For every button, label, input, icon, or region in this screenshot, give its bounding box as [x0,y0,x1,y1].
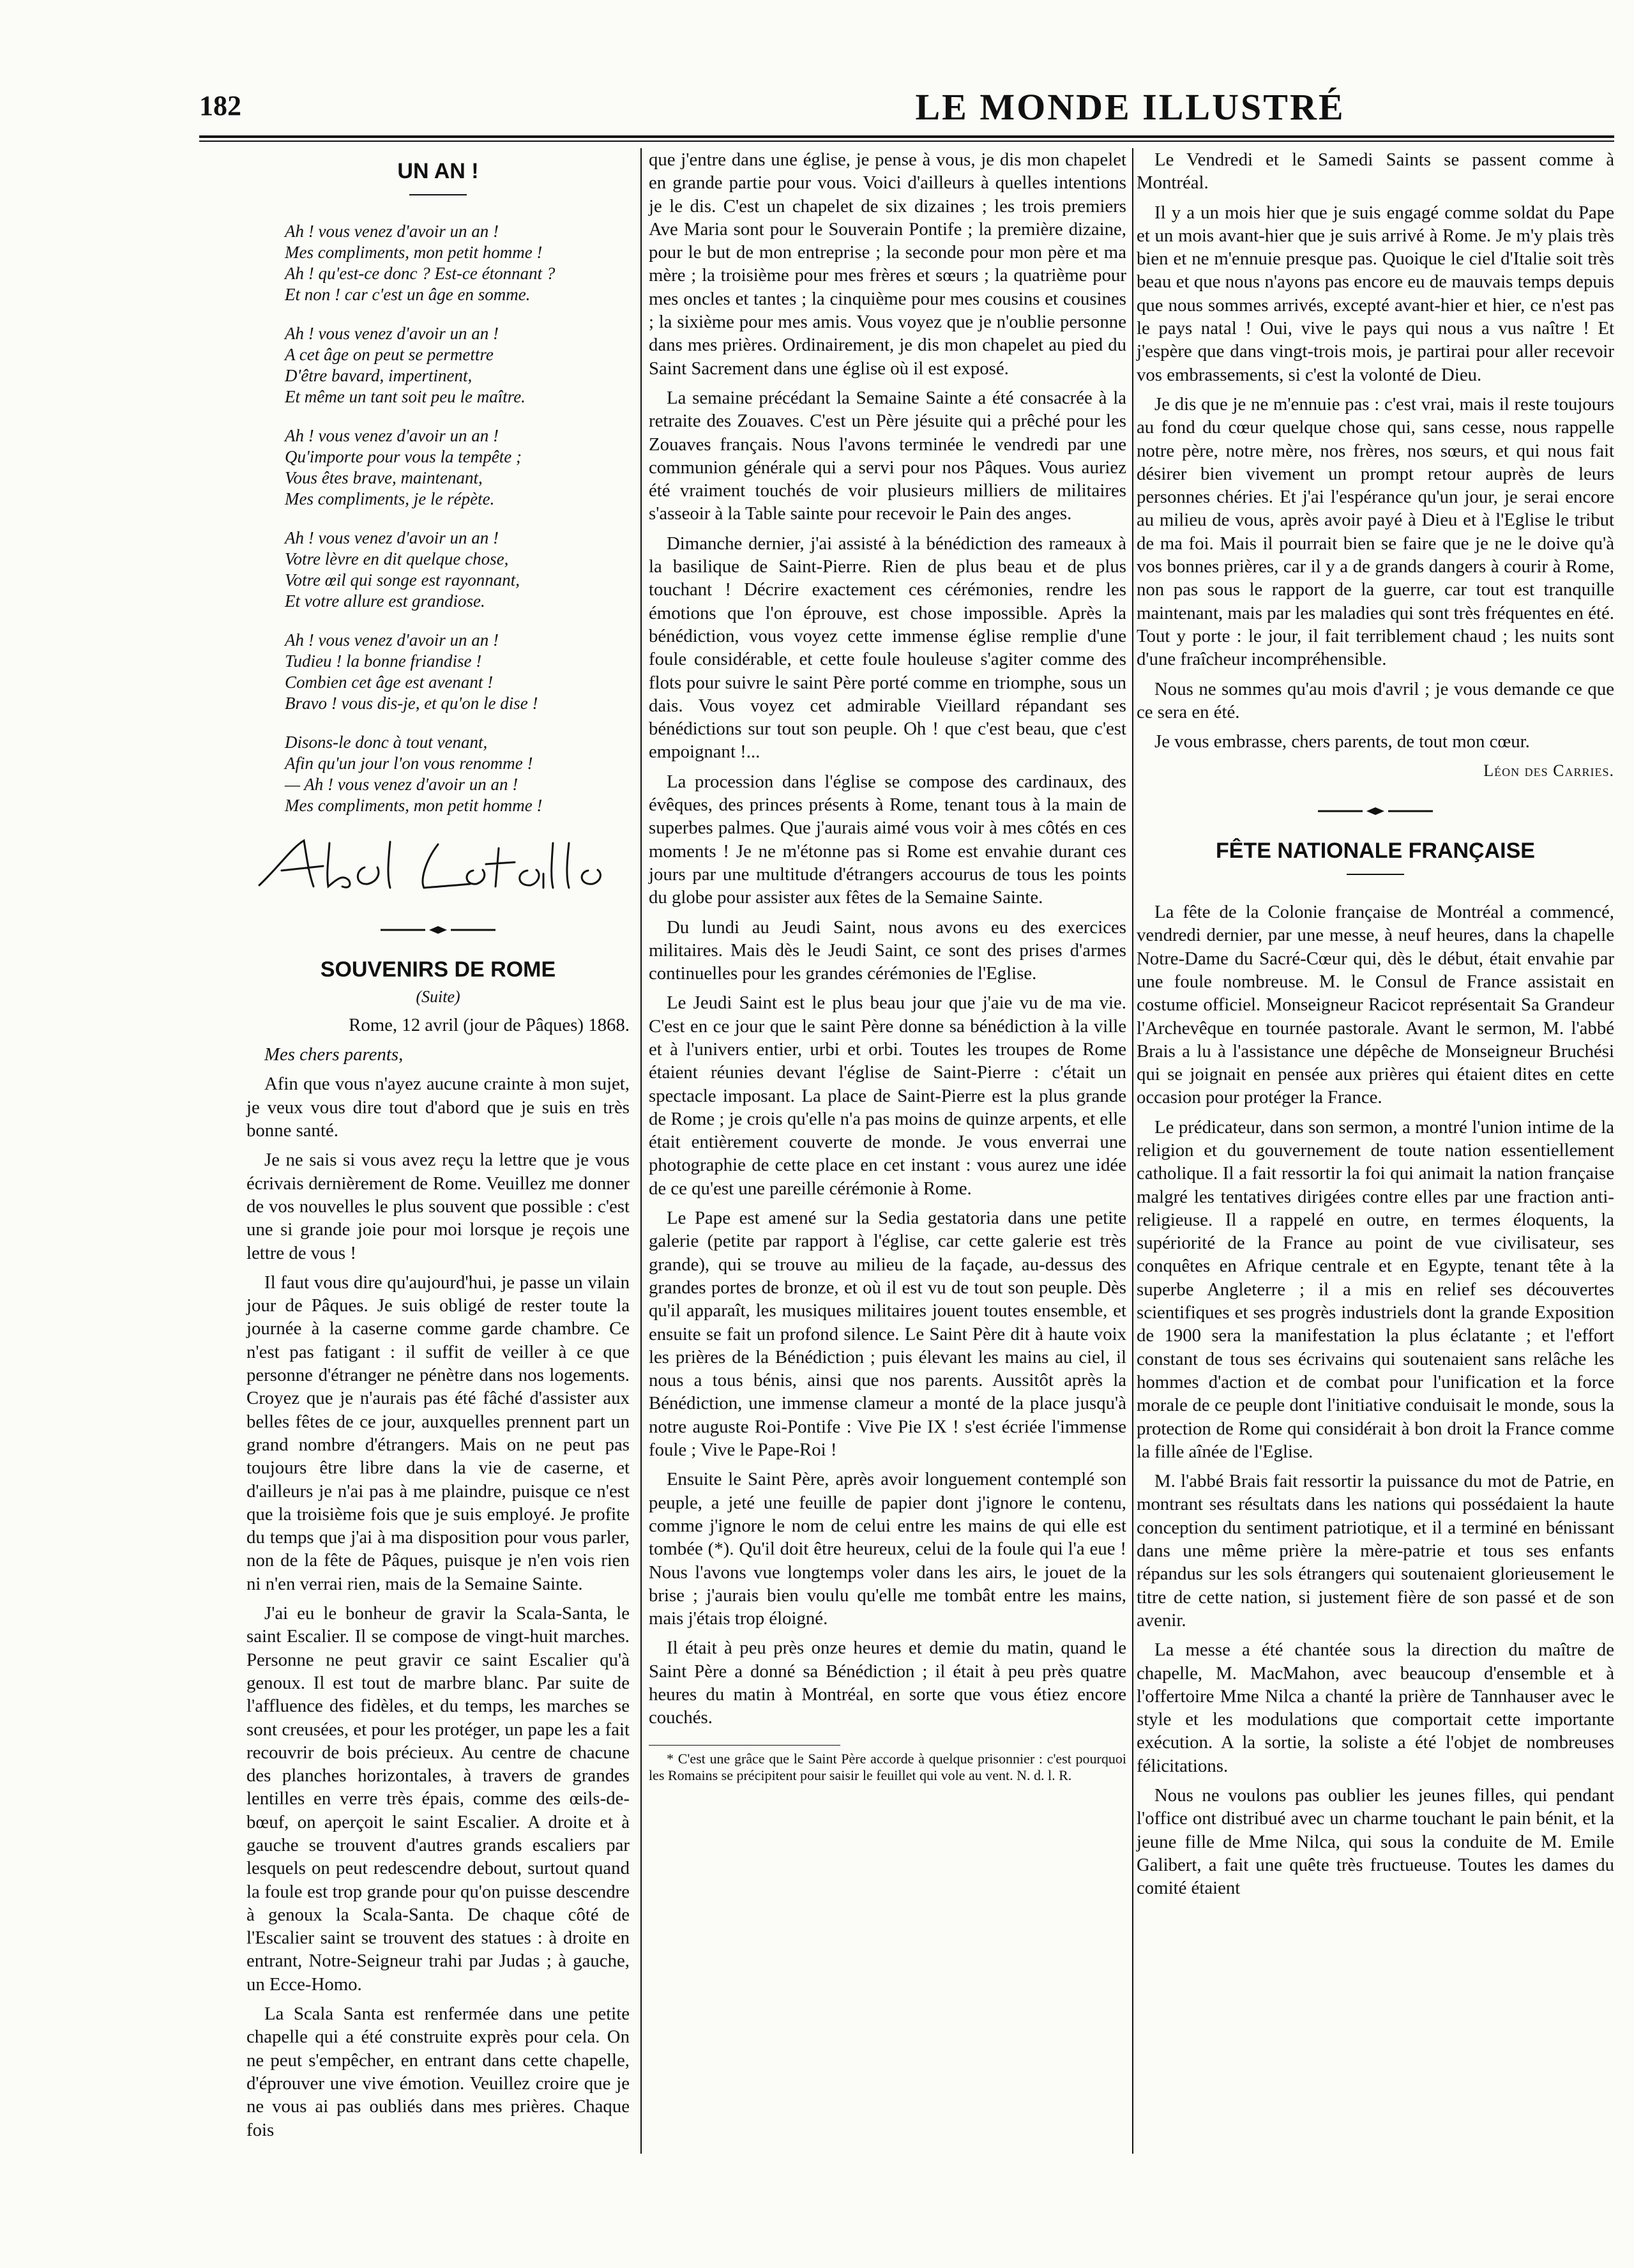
poem-line: Qu'importe pour vous la tempête ; [285,447,522,467]
poem-line: Ah ! qu'est-ce donc ? Est-ce étonnant ? [285,264,556,284]
header-rule-thick [199,135,1614,138]
paragraph: M. l'abbé Brais fait ressortir la puissance du mot de Patrie, en montrant ses résultats dans les nations qui possédaient la haute conception du sentiment patriotique, et il a terminé en bénissant dans une même prière la mère-patrie et tous ses enfants répandus sur les sols étrangers qui soutenaient glorieusement le titre de cette nation, si justement fière de son passé et de son avenir. [1137,1471,1614,1631]
poem-line: Et votre allure est grandiose. [285,591,485,611]
poem-stanza [285,630,630,714]
poem-title: UN AN ! [397,159,479,183]
dateline: Rome, 12 avril (jour de Pâques) 1868. [349,1014,630,1035]
article-body-1 [246,1072,630,2141]
paragraph: Dimanche dernier, j'ai assisté à la bénédiction des rameaux à la basilique de Saint-Pierre. Rien de plus beau et de plus touchant ! Décrire exactement ces cérémonies, rendre les émotions que l'on éprouve, est chose impossible. Après la bénédiction, vous voyez cette immense église remplie d'une foule considérable, et cette foule houleuse s'agiter comme des flots pour suivre le saint Père porté comme en triomphe, sous un dais. Vous voyez cet admirable Vieillard répandant ses bénédictions sur tout son peuple. Oh ! que c'est beau, que c'est empoignant !... [649,533,1126,763]
paragraph: Je vous embrasse, chers parents, de tout mon cœur. [1154,731,1530,752]
paragraph: Le Jeudi Saint est le plus beau jour que j'aie vu de ma vie. C'est en ce jour que le saint Père donne sa bénédiction à la ville et à l'univers entier, urbi et orbi. Toutes les troupes de Rome étaient réunies devant l'église de Saint-Pierre : c'était un spectacle imposant. La place de Saint-Pierre est la plus grande de Rome ; je crois qu'elle n'a pas moins de quinze arpents, et elle était entièrement couverte de monde. Je vous enverrai une photographie de cette place en cet instant : vous aurez une idée de ce qu'est une pareille cérémonie à Rome. [649,993,1126,1199]
article-body-fete [1137,901,1614,1899]
paragraph: Je ne sais si vous avez reçu la lettre que je vous écrivais dernièrement de Rome. Veuillez me donner de vos nouvelles le plus souvent que possible : c'est une si grande joie pour moi lorsque je reçois une lettre de vous ! [246,1150,630,1263]
title-rule [1347,874,1404,875]
poem-line: Ah ! vous venez d'avoir un an ! [285,630,499,650]
paragraph: Le Vendredi et le Samedi Saints se passent comme à Montréal. [1137,149,1614,194]
poem-line: Ah ! vous venez d'avoir un an ! [285,222,499,241]
paragraph: Le Pape est amené sur la Sedia gestatoria dans une petite galerie (petite par rapport à l'église, car cette galerie est très grande), qui se trouve au milieu de la façade, au-dessus des grandes portes de bronze, et où il est vu de tout son peuple. Dès qu'il apparaît, les musiques militaires jouent toutes ensemble, et ensuite se fait un profond silence. Le Saint Père dit à haute voix les prières de la Bénédiction ; puis élevant les mains au ciel, il nous a tous bénis, ainsi que nos parents. Aussitôt après la Bénédiction, une immense clameur a monté de la place jusqu'à notre auguste Roi-Pontife : Vive Pie IX ! s'est écriée l'immense foule ; Vive le Pape-Roi ! [649,1208,1126,1461]
paragraph: que j'entre dans une église, je pense à vous, je dis mon chapelet en grande partie pour vous. Voici d'ailleurs à quelles intentions je le dis. C'est un chapelet de six dizaines ; les trois premiers Ave Maria sont pour le Souverain Pontife ; la première dizaine, pour le but de mon entreprise ; la seconde pour mon père et ma mère ; la troisième pour mes frères et sœurs ; la quatrième pour mes oncles et tantes ; la cinquième pour mes cousins et cousines ; la sixième pour mes amis. Vous voyez que je n'oublie personne dans mes prières. Ordinairement, je dis mon chapelet au pied du Saint Sacrement dans une église où il est exposé. [649,149,1126,379]
poem-line: Ah ! vous venez d'avoir un an ! [285,426,499,446]
poem-line: A cet âge on peut se permettre [285,345,494,365]
column-divider-1 [640,148,642,2154]
article-subtitle: (Suite) [416,987,460,1006]
poem-line: Votre œil qui songe est rayonnant, [285,570,520,590]
letter-signature: Léon des Carries. [1483,761,1614,780]
page-number: 182 [199,90,241,121]
paragraph: J'ai eu le bonheur de gravir la Scala-Santa, le saint Escalier. Il se compose de vingt-huit marches. Personne ne peut gravir ce saint Escalier qu'à genoux. Il est tout de marbre blanc. Par suite de l'affluence des fidèles, et du temps, les marches se sont creusées, et pour les protéger, un pape les a fait recouvrir de bois précieux. Au centre de chacune des planches horizontales, à travers de grandes lentilles en verre très épais, comme des œils-de-bœuf, on aperçoit le saint Escalier. A droite et à gauche se trouvent d'autres grands escaliers par lesquels on peut redescendre debout, surtout quand la foule est trop grande pour qu'on puisse descendre à genoux la Scala-Santa. De chaque côté de l'Escalier saint se trouvent des statues : à droite en entrant, Notre-Seigneur trahi par Judas ; à gauche, un Ecce-Homo. [246,1603,630,1995]
poem-stanza [285,425,630,510]
column-1 [246,148,630,2148]
header-rule-thin [199,141,1614,142]
paragraph: La messe a été chantée sous la direction du maître de chapelle, M. MacMahon, avec beaucoup d'ensemble et à l'offertoire Mme Nilca a chanté la prière de Tannhauser avec le style et les modulations que comportait cette importante exécution. A la sortie, la soliste a été l'objet de nombreuses félicitations. [1137,1640,1614,1776]
poem-line: Ah ! vous venez d'avoir un an ! [285,528,499,548]
poem-stanza [285,221,630,305]
poem-line: Tudieu ! la bonne friandise ! [285,651,482,671]
poem-line: — Ah ! vous venez d'avoir un an ! [285,775,518,795]
poem-line: Afin qu'un jour l'on vous renomme ! [285,754,533,773]
paragraph: Du lundi au Jeudi Saint, nous avons eu des exercices militaires. Mais dès le Jeudi Saint, ce sont des prises d'armes continuelles pour les grandes cérémonies de l'Eglise. [649,917,1126,984]
column-2 [649,148,1126,1790]
poem-line: D'être bavard, impertinent, [285,366,473,386]
column-divider-2 [1132,148,1133,2154]
poem [246,221,630,816]
poem-line: Et non ! car c'est un âge en somme. [285,285,531,305]
poem-line: Ah ! vous venez d'avoir un an ! [285,324,499,344]
paragraph: Il était à peu près onze heures et demie du matin, quand le Saint Père a donné sa Bénédiction ; il était à peu près quatre heures du matin à Montréal, en sorte que vous étiez encore couchés. [649,1638,1126,1728]
paragraph: Le prédicateur, dans son sermon, a montré l'union intime de la religion et du gouvernement de toute nation essentiellement catholique. Il a fait ressortir la foi qui animait la nation française malgré les tentatives dirigées contre elles par une fraction anti-religieuse. Il a rappelé en outre, en termes éloquents, la supériorité de la France au point de vue civilisateur, ses conquêtes en Afrique centrale et en Egypte, tenant tête à la superbe Angleterre ; il a mis en relief ses découvertes scientifiques et ses progrès industriels dont la grande Exposition de 1900 sera la manifestation la plus éclatante ; et l'effort constant de tous ses écrivains qui soutenaient sans relâche les hommes d'action et de combat pour l'unification et la force morale de ce peuple dont l'initiative conduisait le monde, sous la protection de Rome qui considérait à bon droit la France comme la fille aînée de l'Eglise. [1137,1116,1614,1462]
poem-stanza [285,528,630,612]
article-title-fete: FÊTE NATIONALE FRANÇAISE [1216,838,1535,863]
poem-line: Bravo ! vous dis-je, et qu'on le dise ! [285,694,538,713]
poem-stanza [285,323,630,407]
signature-image [253,835,610,899]
poem-line: Vous êtes brave, maintenant, [285,468,483,488]
paragraph: Ensuite le Saint Père, après avoir longuement contemplé son peuple, a jeté une feuille de papier dont j'ignore le contenu, comme j'ignore le nom de celui entre les mains de qui elle est tombée (*). Qu'il doit être heureux, celui de la foule qui l'a eue ! Nous l'avons vue longtemps voler dans les airs, le jouet de la brise ; j'aurais bien voulu qu'elle me tombât entre les mains, mais j'étais trop éloigné. [649,1469,1126,1629]
poem-line: Votre lèvre en dit quelque chose, [285,549,509,569]
poem-line: Mes compliments, mon petit homme ! [285,796,543,816]
paragraph: La semaine précédant la Semaine Sainte a été consacrée à la retraite des Zouaves. C'est un Père jésuite qui a prêché pour les Zouaves français. Nous l'avons terminée le vendredi par une communion générale qui a servi pour nos Pâques. Vous auriez été vraiment touchés de voir plusieurs milliers de militaires s'asseoir à la Table sainte pour recevoir le Pain des anges. [649,387,1126,524]
poem-line: Disons-le donc à tout venant, [285,733,488,752]
paragraph: La procession dans l'église se compose des cardinaux, des évêques, des princes présents à Rome, tenant tous à la main de superbes palmes. Que j'aurais aimé vous voir à mes côtés en ces moments ! Je ne m'étonne pas si Rome est envahie durant ces jours par une multitude d'étrangers accourus de tous les points du globe pour assister aux fêtes de la Semaine Sainte. [649,771,1126,908]
footnote: * C'est une grâce que le Saint Père accorde à quelque prisonnier : c'est pourquoi les Romains se précipitent pour saisir le feuillet qui vole au vent. N. d. l. R. [649,1751,1126,1784]
title-rule [409,194,467,195]
poem-line: Combien cet âge est avenant ! [285,673,494,692]
paragraph: La fête de la Colonie française de Montréal a commencé, vendredi dernier, par une messe, à neuf heures, dans la chapelle Notre-Dame du Sacré-Cœur qui, dès le début, était envahie par une foule nombreuse. M. le Consul de France assistait en costume officiel. Monseigneur Racicot représentait Sa Grandeur l'Archevêque en tournée pastorale. Avant le sermon, M. l'abbé Brais a lu à l'assistance une dépêche de Monseigneur Bruchési qui se joignait en pensée aux prières qui étaient dites en cette occasion pour protéger la France. [1137,902,1614,1108]
footnote-rule [649,1745,840,1746]
paragraph: Nous ne sommes qu'au mois d'avril ; je vous demande ce que ce sera en été. [1137,678,1614,722]
poem-line: Mes compliments, mon petit homme ! [285,243,543,263]
paragraph: Je dis que je ne m'ennuie pas : c'est vrai, mais il reste toujours au fond du cœur quelque chose qui, sans cesse, nous rappelle notre père, notre mère, nos frères, nos sœurs, et qui nous fait désirer bien vivement un prompt retour auprès de leurs personnes chéries. Et j'ai l'espérance qu'un jour, je serai encore au milieu de vous, après avoir payé à Dieu et à l'Eglise le tribut de ma foi. Mais il pourrait bien se faire que je ne le doive qu'à vos bonnes prières, car il y a de grands dangers à courir à Rome, non pas sous le rapport de la guerre, car tout est tranquille maintenant, mais par les maladies qui sont très fréquentes en été. Tout y porte : le jour, il fait terriblement chaud ; les nuits sont d'une fraîcheur incompréhensible. [1137,393,1614,670]
paragraph: Il y a un mois hier que je suis engagé comme soldat du Pape et un mois avant-hier que je suis arrivé à Rome. Je m'y plais très bien et ne m'ennuie presque pas. Quoique le ciel d'Italie soit très beau et que nous n'ayons pas encore eu de mauvais temps depuis que nous sommes arrivés, excepté avant-hier et hier, ce n'est pas le pays natal ! Oui, vive le pays qui nous a vus naître ! Et j'espère que dans vingt-trois mois, je partirai pour aller recevoir vos embrassements, si c'est la volonté de Dieu. [1137,202,1614,385]
masthead: LE MONDE ILLUSTRÉ [915,86,1345,128]
poem-stanza [285,732,630,816]
paragraph: Afin que vous n'ayez aucune crainte à mon sujet, je veux vous dire tout d'abord que je suis en très bonne santé. [246,1074,630,1141]
ornament-divider [374,925,502,935]
paragraph: La Scala Santa est renfermée dans une petite chapelle qui a été construite exprès pour cela. On ne peut s'empêcher, en entrant dans cette chapelle, d'éprouver une vive émotion. Veuillez croire que je ne vous ai pas oubliés dans mes prières. Chaque fois [246,2004,630,2140]
article-body-2 [649,148,1126,1730]
poem-line: Mes compliments, je le répète. [285,489,495,509]
column-3 [1137,148,1614,1906]
salutation: Mes chers parents, [264,1044,404,1065]
paragraph: Il faut vous dire qu'aujourd'hui, je passe un vilain jour de Pâques. Je suis obligé de rester toute la journée à la caserne comme garde chambre. Ce n'est pas fatigant : il suffit de veiller à ce que personne d'étranger ne pénètre dans nos logements. Croyez que je n'aurais pas été fâché d'assister aux belles fêtes de ce jour, auxquelles prennent part un grand nombre d'étrangers. Mais on ne peut pas toujours être libre dans la vie de caserne, et d'ailleurs je n'ai pas à me plaindre, puisque ce n'est que la troisième fois que je suis employé. Je profite du temps que j'ai à ma disposition pour vous parler, non de la fête de Pâques, puisque je n'en vois rien ni n'en verrai rien, mais de la Semaine Sainte. [246,1272,630,1594]
article-title-souvenirs: SOUVENIRS DE ROME [320,957,556,982]
ornament-divider [1312,806,1439,816]
article-body-3 [1137,148,1614,753]
paragraph: Nous ne voulons pas oublier les jeunes filles, qui pendant l'office ont distribué avec un charme touchant le pain bénit, et la jeune fille de Mme Nilca, qui sous la conduite de M. Emile Galibert, a fait une quête très fructueuse. Toutes les dames du comité étaient [1137,1785,1614,1899]
poem-line: Et même un tant soit peu le maître. [285,387,526,407]
